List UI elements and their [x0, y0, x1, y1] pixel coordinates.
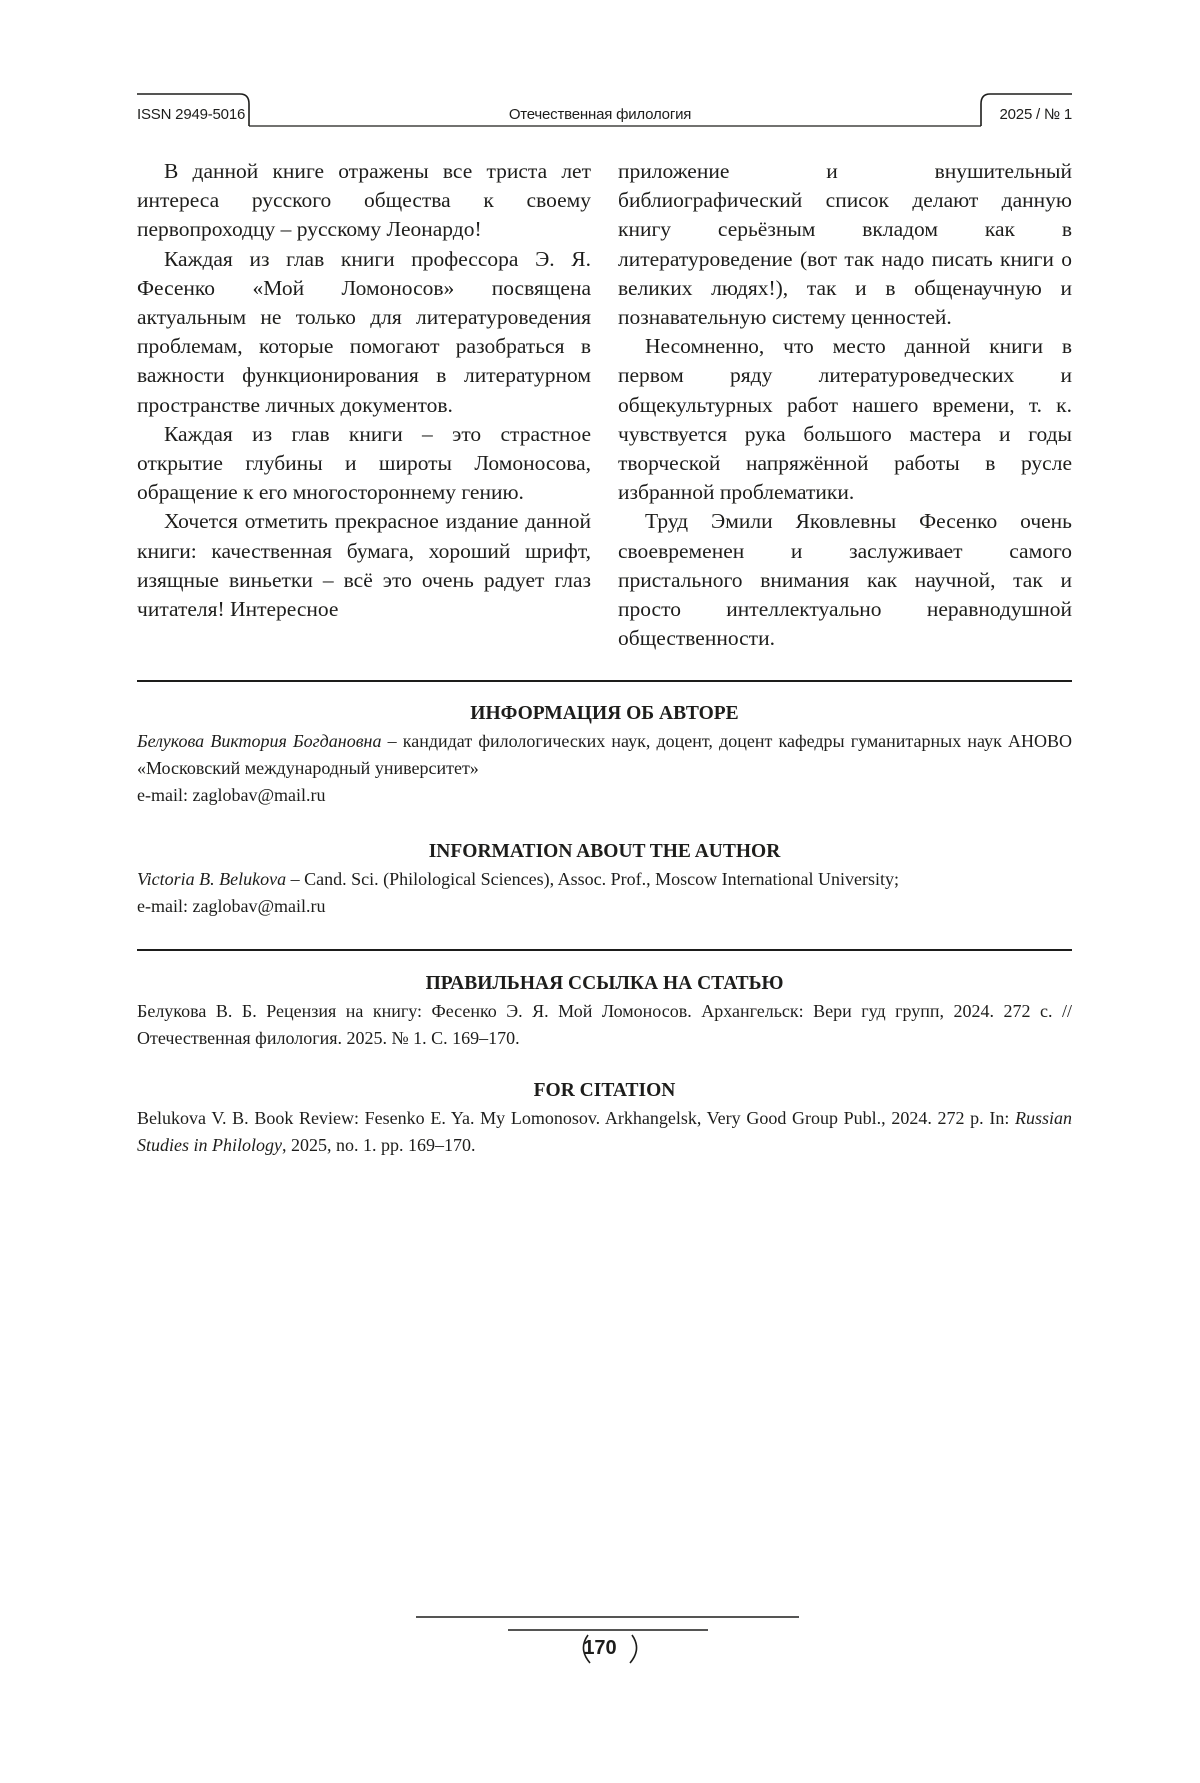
page-number: 170 [583, 1637, 617, 1659]
body-paragraph: В данной книге отражены все триста лет интереса русского общества к своему первопроходцу – русскому Леонардо! [137, 159, 591, 242]
author-name: Victoria B. Belukova [137, 869, 287, 889]
section-heading: INFORMATION ABOUT THE AUTHOR [428, 841, 781, 862]
body-paragraph: Каждая из глав книги – это страстное открытие глубины и широты Ломоносова, обращение к его многостороннему гению. [137, 421, 591, 505]
section-heading: ПРАВИЛЬНАЯ ССЫЛКА НА СТАТЬЮ [425, 973, 784, 994]
section-heading: FOR CITATION [533, 1080, 676, 1101]
citation-en [137, 1077, 1072, 1159]
author-description [137, 866, 1072, 893]
author-email: e-mail: zaglobav@mail.ru [137, 785, 326, 805]
body-paragraph: приложение и внушительный библиографический список делают данную книгу серьёзным вкладом как в литературоведение (вот так надо писать книги о великих людях!), так и в общенаучную и познавательную систему ценностей. [618, 159, 1072, 330]
citation-part: Belukova V. B. Book Review: Fesenko E. Ya. My Lomonosov. Arkhangelsk, Very Good Group Publ., 2024. 272 p. In: [137, 1108, 1015, 1128]
section-divider [137, 680, 1072, 682]
citation-journal: Russian Studies in Philology [137, 1108, 1072, 1155]
body-column-right [618, 157, 1072, 653]
citation-part: , 2025, no. 1. pp. 169–170. [281, 1135, 476, 1155]
author-name: Белукова Виктория Богдановна [137, 731, 382, 751]
author-email: e-mail: zaglobav@mail.ru [137, 896, 326, 916]
running-header [0, 0, 1200, 140]
section-heading: ИНФОРМАЦИЯ ОБ АВТОРЕ [470, 703, 739, 724]
page-footer [0, 1615, 1200, 1675]
body-column-left [137, 157, 591, 624]
header-issue: 2025 / № 1 [999, 106, 1072, 123]
citation-text: Белукова В. Б. Рецензия на книгу: Фесенко Э. Я. Мой Ломоносов. Архангельск: Вери гуд групп, 2024. 272 с. // Отечественная филология. 2025. № 1. С. 169–170. [137, 1001, 1072, 1048]
header-issn: ISSN 2949-5016 [137, 106, 246, 123]
author-description [137, 728, 1072, 782]
body-paragraph: Каждая из глав книги профессора Э. Я. Фесенко «Мой Ломоносов» посвящена актуальным не только для литературоведения проблемам, которые помогают разобраться в важности функционирования в литературном пространстве личных документов. [137, 246, 591, 417]
body-paragraph: Несомненно, что место данной книги в первом ряду литературоведческих и общекультурных работ нашего времени, т. к. чувствуется рука большого мастера и годы творческой напряжённой работы в русле избранной проблематики. [618, 334, 1072, 505]
citation-text [137, 1105, 1072, 1159]
citation-ru [137, 970, 1072, 1052]
section-divider [137, 949, 1072, 951]
author-details: – кандидат филологических наук, доцент, доцент кафедры гуманитарных наук АНОВО «Московский международный университет» [137, 731, 1072, 778]
header-journal-title: Отечественная филология [508, 106, 692, 123]
body-paragraph: Хочется отметить прекрасное издание данной книги: качественная бумага, хороший шрифт, изящные виньетки – всё это очень радует глаз читателя! Интересное [137, 509, 591, 622]
author-details: – Cand. Sci. (Philological Sciences), Assoc. Prof., Moscow International University; [286, 869, 900, 889]
author-info-en [137, 838, 1072, 920]
author-info-ru [137, 700, 1072, 809]
body-paragraph: Труд Эмили Яковлевны Фесенко очень своевременен и заслуживает самого пристального внимания как научной, так и просто интеллектуально неравнодушной общественности. [618, 509, 1072, 651]
